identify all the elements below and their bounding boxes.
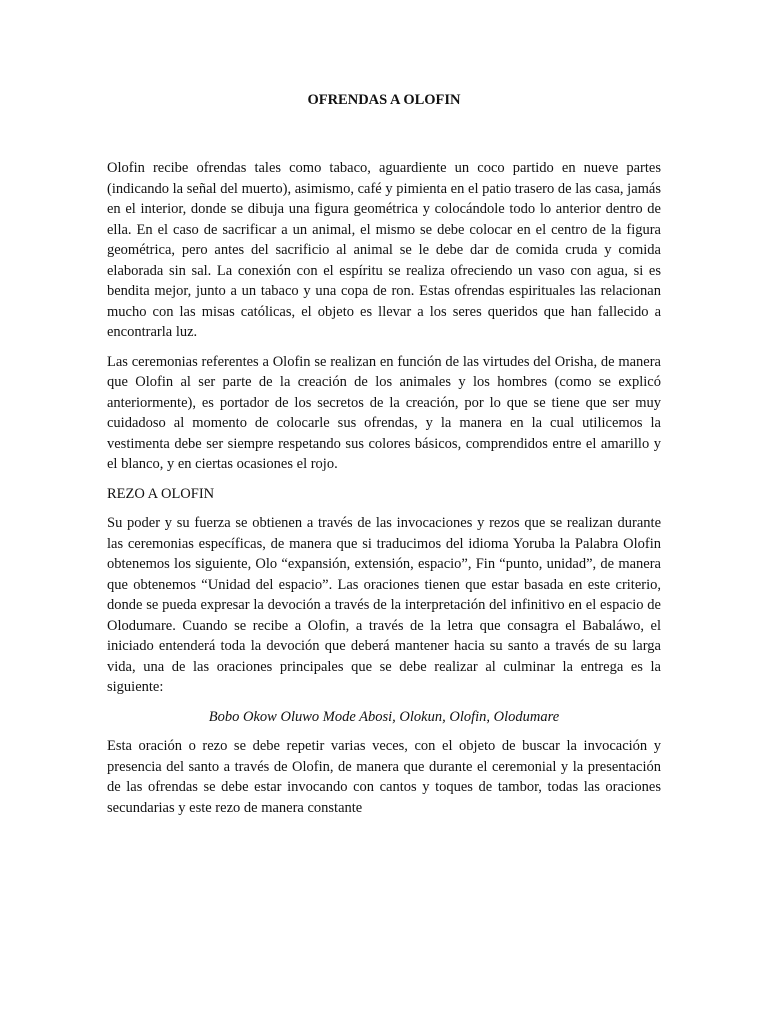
- paragraph-ceremonies: Las ceremonias referentes a Olofin se realizan en función de las virtudes del Orisha, de manera que Olofin al ser parte de la creación de los animales y los hombres (como se explicó anteriormente), es portador de los secretos de la creación, por lo que se tiene que ser muy cuidadoso al momento de colocarle sus ofrendas, y la manera en la cual utilicemos la vestimenta debe ser siempre respetando sus colores básicos, comprendidos entre el amarillo y el blanco, y en ciertas ocasiones el rojo.: [107, 353, 661, 472]
- document-page: [107, 90, 661, 827]
- document-title: OFRENDAS A OLOFIN: [307, 92, 461, 108]
- section-heading: REZO A OLOFIN: [107, 485, 215, 502]
- paragraph-repetition: Esta oración o rezo se debe repetir varias veces, con el objeto de buscar la invocación y presencia del santo a través de Olofin, de manera que durante el ceremonial y la presentación de las ofrendas se debe estar invocando con cantos y toques de tambor, todas las oraciones secundarias y este rezo de manera constante: [107, 738, 661, 816]
- paragraph-prayers: Su poder y su fuerza se obtienen a través de las invocaciones y rezos que se realizan durante las ceremonias específicas, de manera que si traducimos del idioma Yoruba la Palabra Olofin obtenemos los siguiente, Olo “expansión, extensión, espacio”, Fin “punto, unidad”, de manera que obtenemos “Unidad del espacio”. Las oraciones tienen que estar basada en este criterio, donde se pueda expresar la devoción a través de la interpretación del infinitivo en el espacio de Olodumare. Cuando se recibe a Olofin, a través de la letra que consagra el Babaláwo, el iniciado entenderá toda la devoción que deberá mantener hacia su santo a través de su larga vida, una de las oraciones principales que se debe realizar al culminar la entrega es la siguiente:: [107, 515, 661, 695]
- prayer-text: Bobo Okow Oluwo Mode Abosi, Olokun, Olofin, Olodumare: [208, 708, 560, 725]
- paragraph-offerings: Olofin recibe ofrendas tales como tabaco, aguardiente un coco partido en nueve partes (indicando la señal del muerto), asimismo, café y pimienta en el patio trasero de las casa, jamás en el interior, donde se dibuja una figura geométrica y colocándole todo lo anterior dentro de ella. En el caso de sacrificar a un animal, el mismo se debe colocar en el centro de la figura geométrica, pero antes del sacrificio al animal se le debe dar de comida cruda y comida elaborada sin sal. La conexión con el espíritu se realiza ofreciendo un vaso con agua, si es bendita mejor, junto a un tabaco y una copa de ron. Estas ofrendas espirituales las relacionan mucho con las misas católicas, el objeto es llevar a los seres queridos que han fallecido a encontrarla luz.: [107, 160, 661, 340]
